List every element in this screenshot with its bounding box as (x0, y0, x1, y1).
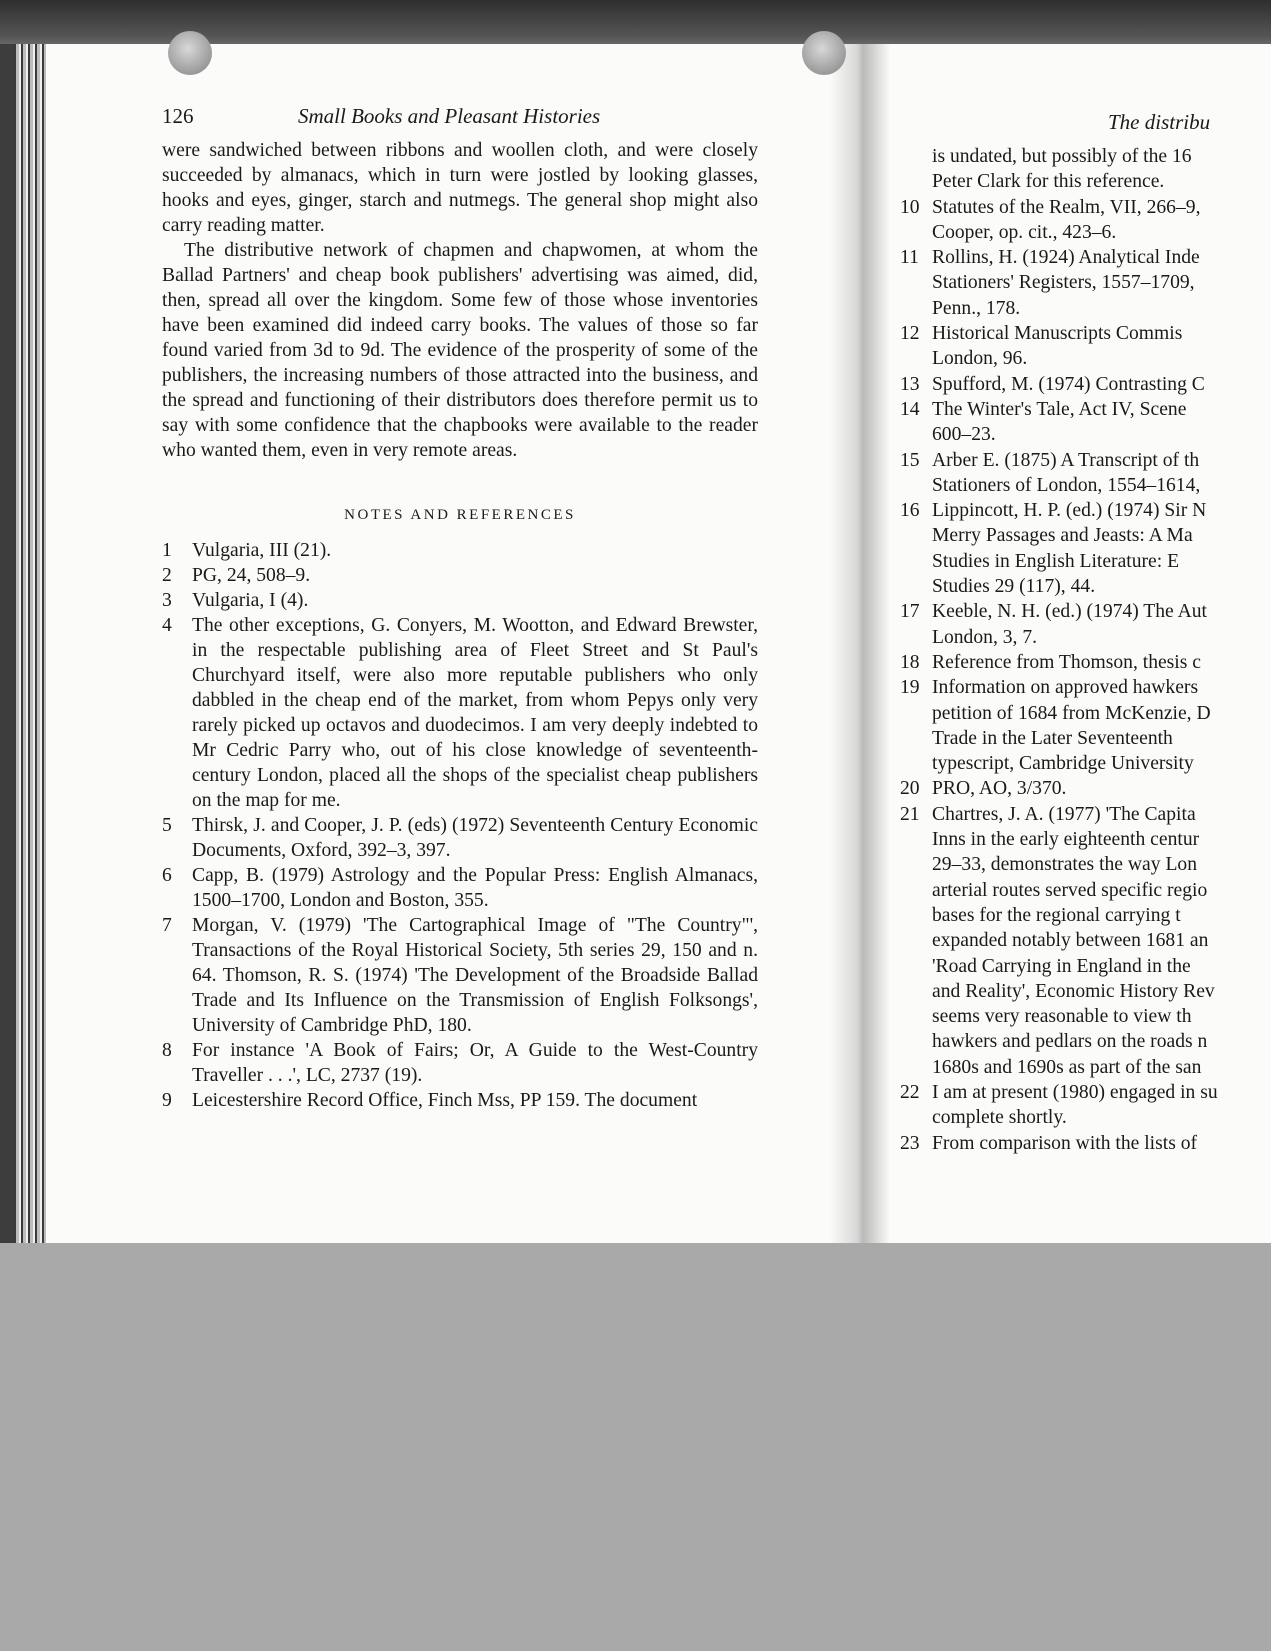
note-text: Vulgaria, I (4). (192, 590, 309, 611)
note-text: Merry Passages and Jeasts: A Ma (932, 525, 1193, 547)
note-line (932, 169, 1271, 194)
note-number: 15 (900, 449, 920, 471)
note-line (900, 776, 1271, 801)
note-text: London, 3, 7. (932, 626, 1038, 648)
note-line (932, 523, 1271, 548)
note-text: The other exceptions, G. Conyers, M. Wootton, and Edward Brewster, in the respectable publishing area of Fleet Street and St Paul's Churchyard itself, were also more reputable publishers who only dabbled in the cheap end of the market, from whom Pepys only very rarely picked up octavos and duodecimos. I am very deeply indebted to Mr Cedric Parry who, out of his close knowledge of seventeenth-century London, placed all the shops of the specialist cheap publishers on the map for me. (192, 615, 758, 811)
note-text: 1680s and 1690s as part of the san (932, 1056, 1202, 1078)
note-number: 3 (162, 590, 172, 611)
note-text: Thirsk, J. and Cooper, J. P. (eds) (1972) Seventeenth Century Economic Documents, Oxford, 392–3, 397. (192, 815, 758, 861)
note-number: 14 (900, 398, 920, 420)
note-text: hawkers and pedlars on the roads n (932, 1031, 1208, 1053)
note-line (900, 599, 1271, 624)
note-item (162, 613, 758, 813)
note-line (932, 701, 1271, 726)
note-text: Studies in English Literature: E (932, 550, 1180, 572)
note-line (900, 195, 1271, 220)
note-number: 16 (900, 500, 920, 522)
page-edges (0, 44, 46, 1243)
note-text: Morgan, V. (1979) 'The Cartographical Image of "The Country"', Transactions of the Royal Historical Society, 5th series 29, 150 and n. 64. Thomson, R. S. (1974) 'The Development of the Broadside Ballad Trade and Its Influence on the Transmission of English Folksongs', University of Cambridge PhD, 180. (192, 915, 758, 1036)
note-text: Historical Manuscripts Commis (932, 323, 1183, 345)
punch-hole-right (802, 31, 846, 75)
note-text: bases for the regional carrying t (932, 904, 1181, 926)
note-line (900, 397, 1271, 422)
paragraph: The distributive network of chapmen and chapwomen, at whom the Ballad Partners' and cheap book publishers' advertising was aimed, did, then, spread all over the kingdom. Some few of those whose inventories have been examined did indeed carry books. The values of those so far found varied from 3d to 9d. The evidence of the prosperity of some of the publishers, the increasing numbers of those attracted into the business, and the spread and functioning of their distributors does therefore permit us to say with some confidence that the chapbooks were available to the reader who wanted them, even in very remote areas. (162, 240, 758, 461)
note-text: Cooper, op. cit., 423–6. (932, 221, 1117, 243)
note-text: 600–23. (932, 424, 996, 446)
note-number: 23 (900, 1132, 920, 1154)
left-page (162, 104, 758, 1113)
note-text: London, 96. (932, 348, 1028, 370)
note-line (900, 372, 1271, 397)
note-text: petition of 1684 from McKenzie, D (932, 702, 1211, 724)
note-line (932, 1029, 1271, 1054)
note-line (932, 954, 1271, 979)
note-line (932, 220, 1271, 245)
body-text (162, 138, 758, 463)
note-item (162, 563, 758, 588)
right-page (900, 110, 1271, 1156)
note-line (932, 726, 1271, 751)
note-text: Stationers of London, 1554–1614, (932, 474, 1201, 496)
note-text: and Reality', Economic History Rev (932, 980, 1215, 1002)
note-text: PRO, AO, 3/370. (932, 778, 1067, 800)
book-gutter (830, 44, 890, 1243)
note-line (932, 852, 1271, 877)
note-text: 29–33, demonstrates the way Lon (932, 854, 1198, 876)
note-line (932, 625, 1271, 650)
note-text: complete shortly. (932, 1107, 1067, 1129)
note-line (932, 422, 1271, 447)
note-number: 1 (162, 540, 172, 561)
note-text: PG, 24, 508–9. (192, 565, 311, 586)
note-number: 5 (162, 815, 172, 836)
note-number: 2 (162, 565, 172, 586)
running-head-title: The distribu (1108, 110, 1211, 134)
note-item (162, 813, 758, 863)
note-line (900, 802, 1271, 827)
note-text: Trade in the Later Seventeenth (932, 727, 1173, 749)
note-line (900, 498, 1271, 523)
note-text: typescript, Cambridge University (932, 753, 1194, 775)
note-line (932, 574, 1271, 599)
note-line (932, 1004, 1271, 1029)
note-text: Statutes of the Realm, VII, 266–9, (932, 196, 1201, 218)
running-head-title: Small Books and Pleasant Histories (298, 104, 601, 128)
note-line (900, 245, 1271, 270)
note-line (900, 675, 1271, 700)
note-line (932, 827, 1271, 852)
note-number: 22 (900, 1081, 920, 1103)
note-text: Studies 29 (117), 44. (932, 576, 1096, 598)
note-number: 9 (162, 1090, 172, 1111)
note-number: 20 (900, 778, 920, 800)
note-line (932, 903, 1271, 928)
paragraph: were sandwiched between ribbons and woollen cloth, and were closely succeeded by almanacs, which in turn were jostled by looking glasses, hooks and eyes, ginger, starch and nutmegs. The general shop might also carry reading matter. (162, 140, 758, 236)
note-line (932, 878, 1271, 903)
note-item (162, 863, 758, 913)
right-running-head (932, 110, 1271, 144)
note-line (900, 650, 1271, 675)
note-number: 18 (900, 651, 920, 673)
note-text: Penn., 178. (932, 297, 1021, 319)
note-number: 19 (900, 677, 920, 699)
note-line (900, 1080, 1271, 1105)
note-text: I am at present (1980) engaged in su (932, 1081, 1218, 1103)
note-line (932, 270, 1271, 295)
note-line (900, 448, 1271, 473)
note-line (932, 751, 1271, 776)
notes-heading: NOTES AND REFERENCES (344, 507, 576, 523)
note-line (932, 928, 1271, 953)
note-text: is undated, but possibly of the 16 (932, 146, 1192, 167)
note-line (932, 1055, 1271, 1080)
right-notes (900, 144, 1271, 1156)
page-number: 126 (162, 104, 194, 128)
note-text: arterial routes served specific regio (932, 879, 1208, 901)
note-text: Stationers' Registers, 1557–1709, (932, 272, 1195, 294)
note-line (932, 144, 1271, 169)
note-text: seems very reasonable to view th (932, 1006, 1192, 1028)
note-number: 7 (162, 915, 172, 936)
note-number: 6 (162, 865, 172, 886)
note-item (162, 913, 758, 1038)
note-line (932, 346, 1271, 371)
note-text: Chartres, J. A. (1977) 'The Capita (932, 803, 1196, 825)
note-text: 'Road Carrying in England in the (932, 955, 1191, 977)
note-text: From comparison with the lists of (932, 1132, 1198, 1154)
note-line (932, 473, 1271, 498)
note-number: 4 (162, 615, 172, 636)
note-number: 10 (900, 196, 920, 218)
note-number: 11 (900, 247, 919, 269)
note-number: 8 (162, 1040, 172, 1061)
note-number: 21 (900, 803, 920, 825)
notes-list (162, 538, 758, 1113)
note-number: 17 (900, 601, 920, 623)
note-text: Capp, B. (1979) Astrology and the Popular Press: English Almanacs, 1500–1700, London and Boston, 355. (192, 865, 758, 911)
note-text: Spufford, M. (1974) Contrasting C (932, 373, 1205, 395)
note-text: Reference from Thomson, thesis c (932, 651, 1201, 673)
note-line (932, 296, 1271, 321)
note-text: Leicestershire Record Office, Finch Mss, PP 159. The document (192, 1090, 698, 1111)
note-text: Peter Clark for this reference. (932, 171, 1165, 193)
note-line (932, 979, 1271, 1004)
punch-hole-left (168, 31, 212, 75)
note-text: Inns in the early eighteenth centur (932, 829, 1200, 851)
note-line (932, 1105, 1271, 1130)
note-text: Keeble, N. H. (ed.) (1974) The Aut (932, 601, 1207, 623)
note-item (162, 538, 758, 563)
note-number: 12 (900, 323, 920, 345)
note-text: The Winter's Tale, Act IV, Scene (932, 398, 1187, 420)
note-line (900, 1131, 1271, 1156)
note-text: For instance 'A Book of Fairs; Or, A Guide to the West-Country Traveller . . .', LC, 2737 (19). (192, 1040, 758, 1086)
left-running-head (162, 104, 758, 132)
note-text: expanded notably between 1681 an (932, 930, 1209, 952)
note-text: Arber E. (1875) A Transcript of th (932, 449, 1200, 471)
note-text: Lippincott, H. P. (ed.) (1974) Sir N (932, 500, 1207, 522)
note-text: Vulgaria, III (21). (192, 540, 332, 561)
note-line (932, 549, 1271, 574)
note-number: 13 (900, 373, 920, 395)
note-item (162, 588, 758, 613)
note-item (162, 1088, 758, 1113)
note-item (162, 1038, 758, 1088)
note-text: Rollins, H. (1924) Analytical Inde (932, 247, 1200, 269)
note-text: Information on approved hawkers (932, 677, 1199, 699)
note-line (900, 321, 1271, 346)
